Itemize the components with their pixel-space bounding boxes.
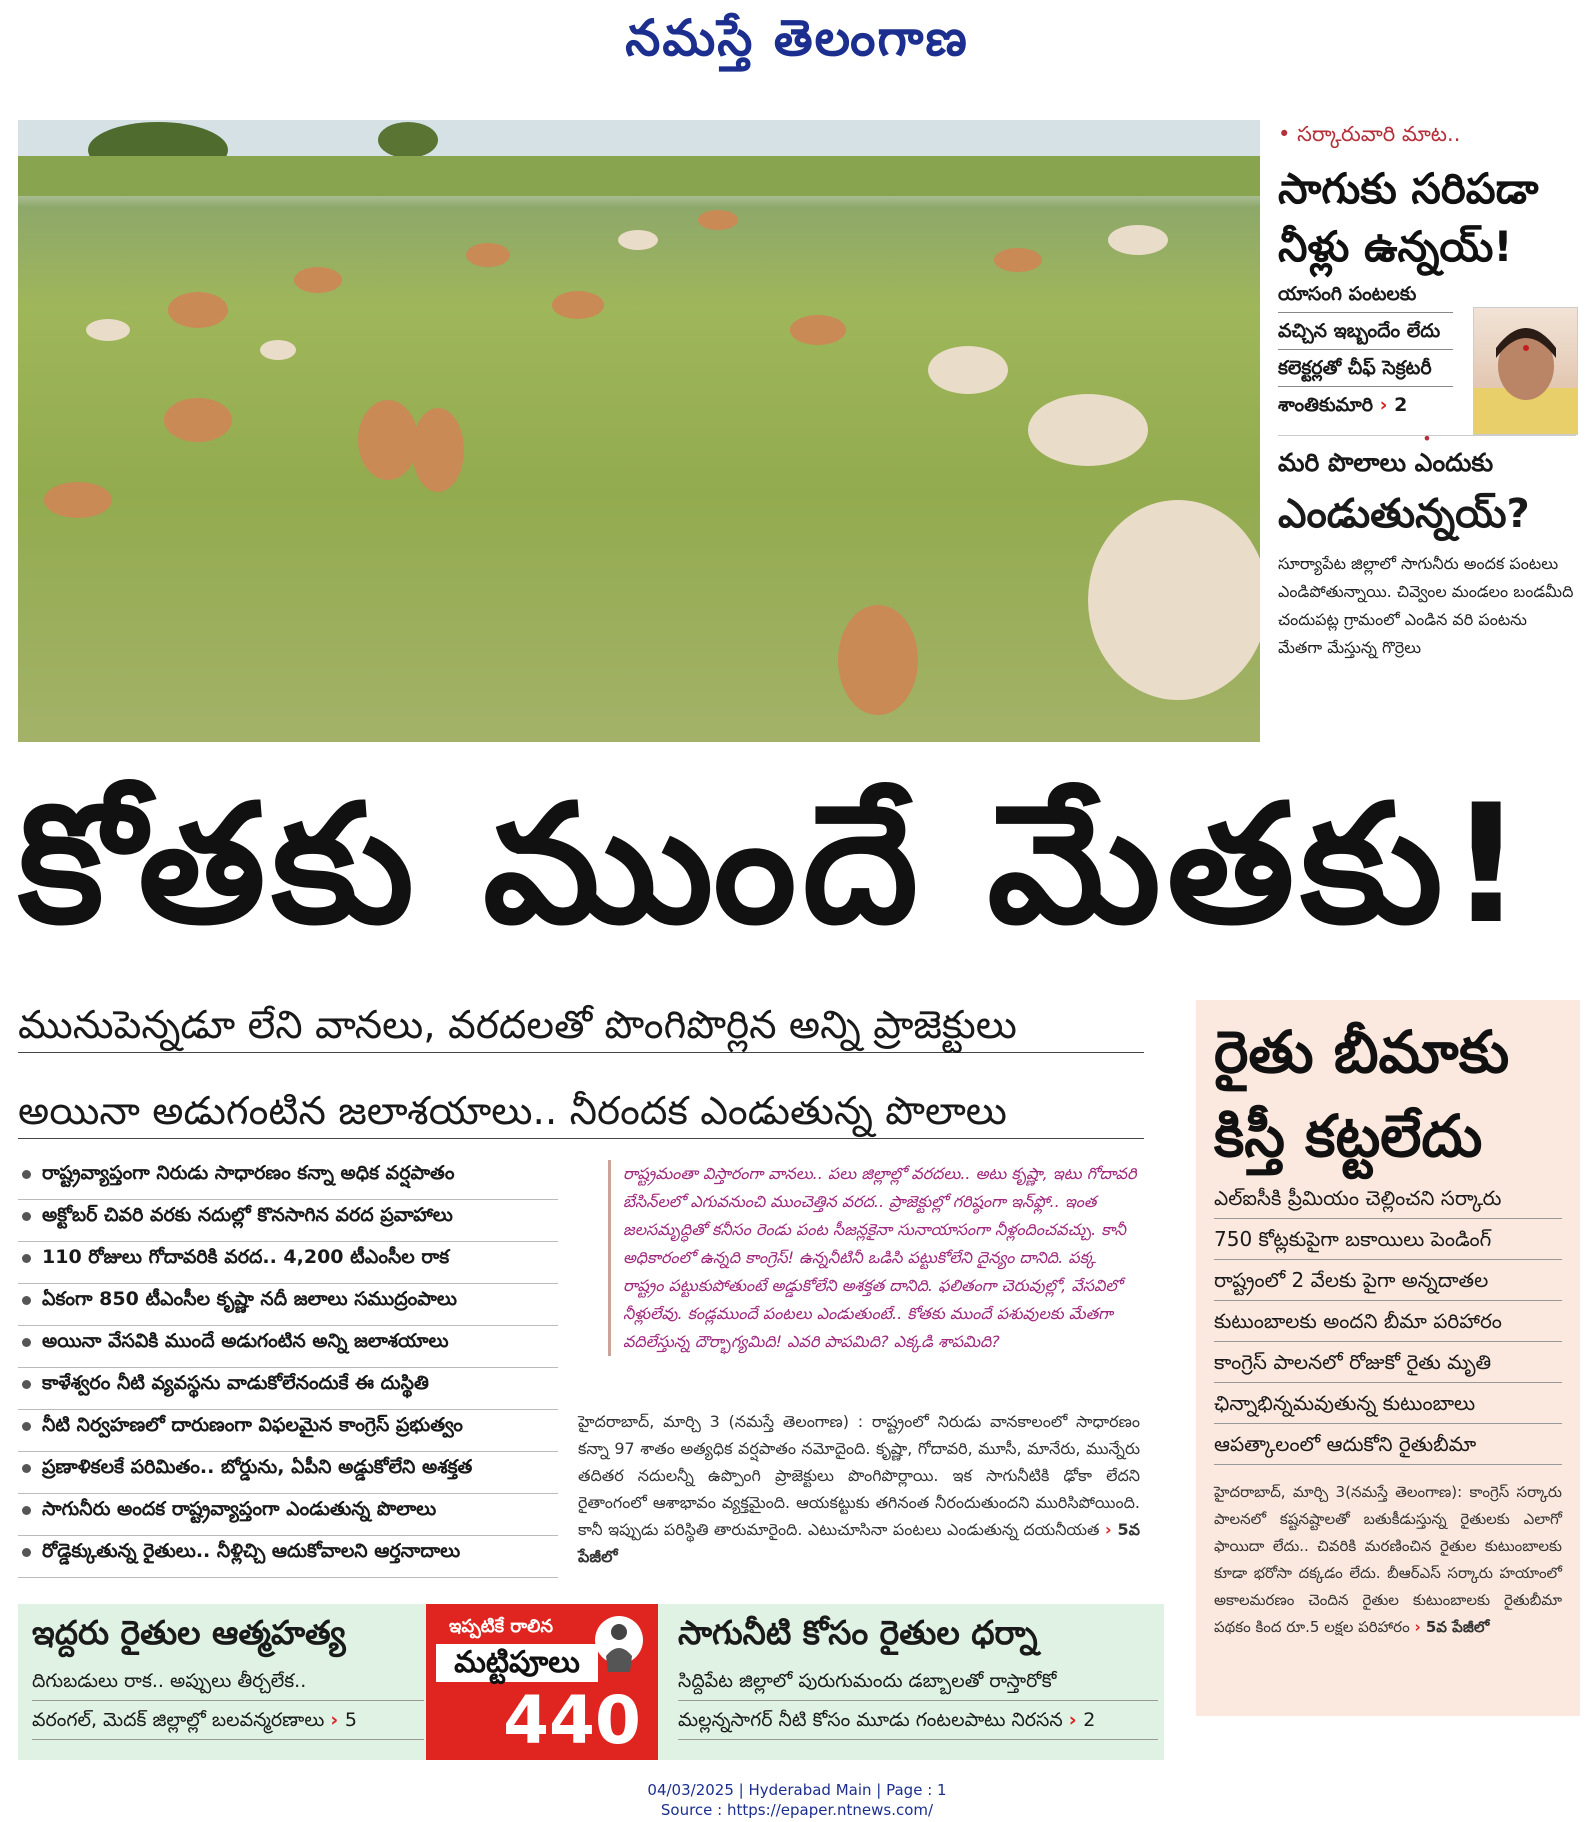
subhead-1: మునుపెన్నడూ లేని వానలు, వరదలతో పొంగిపొర్లిన అన్ని ప్రాజెక్టులు <box>18 1000 1144 1053</box>
rail-line: రాష్ట్రంలో 2 వేలకు పైగా అన్నదాతల <box>1214 1260 1562 1301</box>
side-page-ref: 2 <box>1394 394 1408 416</box>
bottom-right-line-2-text: మల్లన్నసాగర్ నీటి కోసం మూడు గంటలపాటు నిరసన <box>678 1709 1063 1731</box>
side-subhead-1: యాసంగి పంటలకు <box>1278 276 1453 313</box>
portrait-photo <box>1473 307 1578 435</box>
bottom-right-ref: 2 <box>1083 1709 1096 1731</box>
side-subhead-3: కలెక్టర్లతో చీఫ్ సెక్రటరీ <box>1278 350 1453 387</box>
rail-body <box>1214 1479 1562 1641</box>
side-question-2: ఎండుతున్నయ్? <box>1278 491 1530 537</box>
main-headline: కోతకు ముందే మేతకు! <box>18 769 1530 960</box>
side-subhead-2: వచ్చిన ఇబ్బందేం లేదు <box>1278 313 1453 350</box>
list-item: నీటి నిర్వహణలో దారుణంగా విఫలమైన కాంగ్రెస్ ప్రభుత్వం <box>18 1410 558 1452</box>
list-item: ఏకంగా 850 టీఎంసీల కృష్ణా నదీ జలాలు సముద్రంపాలు <box>18 1284 558 1326</box>
rail-headline-2: కిస్తీ కట్టలేదు <box>1214 1102 1483 1170</box>
bottom-left-line-1: దిగుబడులు రాక.. అప్పులు తీర్చలేక.. <box>32 1662 424 1701</box>
continued-ref[interactable]: 5వ పేజీలో <box>578 1520 1140 1566</box>
page-footer <box>0 1780 1594 1820</box>
goats-grazing-illustration <box>18 120 1260 742</box>
article-body-text: హైదరాబాద్, మార్చి 3 (నమస్తే తెలంగాణ) : రాష్ట్రంలో నిరుడు వానకాలంలో సాధారణం కన్నా 97 శాతం అత్యధిక వర్షపాతం నమోదైంది. కృష్ణా, గోదావరి, మూసీ, మానేరు, మున్నేరు తదితర నదులన్నీ ఉప్పొంగి ప్రాజెక్టులు పొంగిపొర్లాయి. ఇక సాగునీటికి ఢోకా లేదని రైతాంగంలో ఆశాభావం వ్యక్తమైంది. ఆయకట్టుకు తగినంత నీరందుతుందని మురిసిపోయింది. కానీ ఇప్పుడు పరిస్థితి తారుమారైంది. ఎటుచూసినా పంటలు ఎండుతున్న దయనీయత <box>578 1412 1140 1539</box>
side-kicker-text: సర్కారువారి మాట.. <box>1297 122 1461 146</box>
rail-body-text: హైదరాబాద్, మార్చి 3(నమస్తే తెలంగాణ): కాంగ్రెస్ సర్కారు పాలనలో కష్టనష్టాలతో బతుకీడుస్తున్న రైతులకు ఎలాగో ఫాయిదా లేదు.. చివరికి మరణించిన రైతుల కుటుంబాలకు కూడా భరోసా దక్కడం లేదు. బీఆర్‌ఎస్ సర్కారు హయాంలో అకాలమరణం చెందిన రైతుల కుటుంబాలకు రైతుబీమా పథకం కింద రూ.5 లక్షల పరిహారం <box>1214 1483 1562 1636</box>
photo-caption: సూర్యాపేట జిల్లాలో సాగునీరు అందక పంటలు ఎండిపోతున్నాయి. చివ్వెంల మండలం బండమీది చందుపట్ల గ్రామంలో ఎండిన వరి పంటను మేతగా మేస్తున్న గొర్రెలు <box>1278 554 1574 657</box>
side-story <box>1278 122 1576 662</box>
article-body <box>578 1408 1140 1570</box>
insurance-story <box>1196 1000 1580 1716</box>
highlights-list <box>18 1158 558 1578</box>
side-subhead-4 <box>1278 387 1453 423</box>
rail-line: ఆపత్కాలంలో ఆదుకోని రైతుబీమా <box>1214 1424 1562 1465</box>
footer-source-link[interactable]: Source : https://epaper.ntnews.com/ <box>660 1801 934 1819</box>
rail-headline-1: రైతు బీమాకు <box>1214 1018 1510 1086</box>
bottom-band <box>18 1604 1164 1760</box>
bullet-dot-icon: • <box>1278 122 1291 146</box>
bottom-right-line-2 <box>678 1701 1158 1740</box>
continued-ref[interactable]: 5వ పేజీలో <box>1425 1618 1490 1636</box>
divider: • <box>1278 435 1576 442</box>
counter-value: 440 <box>503 1682 641 1759</box>
bottom-left-title: ఇద్దరు రైతుల ఆత్మహత్య <box>32 1613 346 1652</box>
page-ref-arrow-icon: › <box>1068 1709 1084 1731</box>
rail-line: 750 కోట్లకుపైగా బకాయిలు పెండింగ్ <box>1214 1219 1562 1260</box>
farmer-figure-icon <box>586 1610 652 1690</box>
list-item: ప్రణాళికలకే పరిమితం.. బోర్డును, ఏపీని అడ్డుకోలేని అశక్తత <box>18 1452 558 1494</box>
page-ref-arrow-icon: › <box>1104 1520 1118 1539</box>
rail-line: ఛిన్నాభిన్నమవుతున్న కుటుంబాలు <box>1214 1383 1562 1424</box>
side-question-1: మరి పొలాలు ఎందుకు <box>1278 448 1494 477</box>
page-ref-arrow-icon: › <box>1414 1618 1426 1636</box>
death-counter <box>426 1604 658 1760</box>
list-item: రాష్ట్రవ్యాప్తంగా నిరుడు సాధారణం కన్నా అధిక వర్షపాతం <box>18 1158 558 1200</box>
list-item: అక్టోబర్ చివరి వరకు నదుల్లో కొనసాగిన వరద ప్రవాహాలు <box>18 1200 558 1242</box>
newspaper-title: నమస్తే తెలంగాణ <box>625 8 969 67</box>
lede-paragraph: రాష్ట్రమంతా విస్తారంగా వానలు.. పలు జిల్లాల్లో వరదలు.. అటు కృష్ణా, ఇటు గోదావరి బేసిన్‌లలో ఎగువనుంచి ముంచెత్తిన వరద.. ప్రాజెక్టుల్లో గరిష్ఠంగా ఇన్‌ఫ్లో.. ఇంత జలసమృద్ధితో కనీసం రెండు పంట సీజన్లకైనా సునాయాసంగా నీళ్లందించవచ్చు. కానీ అధికారంలో ఉన్నది కాంగ్రెస్! ఉన్ననీటినీ ఒడిసి పట్టుకోలేని దైన్యం దానిది. పక్క రాష్ట్రం పట్టుకుపోతుంటే అడ్డుకోలేని అశక్తత దానిది. ఫలితంగా చెరువుల్లో, వేసవిలో నీళ్లులేవు. కండ్లముందే పంటలు ఎండుతుంటే.. కోతకు ముందే పశువులకు మేతగా వదిలేస్తున్న దౌర్భాగ్యమిది! ఎవరి పాపమిది? ఎక్కడి శాపమిది? <box>608 1160 1138 1356</box>
bottom-left-ref: 5 <box>344 1709 357 1731</box>
bottom-left-line-2-text: వరంగల్, మెదక్ జిల్లాల్లో బలవన్మరణాలు <box>32 1709 325 1731</box>
rail-line: ఎల్ఐసీకి ప్రీమియం చెల్లించని సర్కారు <box>1214 1178 1562 1219</box>
list-item: రోడ్డెక్కుతున్న రైతులు.. నీళ్లిచ్చి ఆదుకోవాలని ఆర్తనాదాలు <box>18 1536 558 1578</box>
lead-photo <box>18 120 1260 742</box>
side-subhead-4-text: శాంతికుమారి <box>1278 394 1374 416</box>
bottom-right-title: సాగునీటి కోసం రైతుల ధర్నా <box>678 1613 1038 1652</box>
subhead-2: అయినా అడుగంటిన జలాశయాలు.. నీరందక ఎండుతున్న పొలాలు <box>18 1086 1144 1139</box>
side-kicker <box>1278 122 1576 152</box>
list-item: కాళేశ్వరం నీటి వ్యవస్థను వాడుకోలేనందుకే ఈ దుస్థితి <box>18 1368 558 1410</box>
side-headline-1: సాగుకు సరిపడా <box>1278 164 1539 213</box>
rail-line: కాంగ్రెస్ పాలనలో రోజుకో రైతు మృతి <box>1214 1342 1562 1383</box>
masthead <box>0 8 1594 80</box>
bottom-right-line-1: సిద్దిపేట జిల్లాలో పురుగుమందు డబ్బాలతో రాస్తారోకో <box>678 1662 1158 1701</box>
list-item: అయినా వేసవికి ముందే అడుగంటిన అన్ని జలాశయాలు <box>18 1326 558 1368</box>
counter-label-2: మట్టిపూలు <box>436 1644 598 1682</box>
suicide-story <box>32 1604 424 1740</box>
bottom-left-line-2 <box>32 1701 424 1740</box>
list-item: సాగునీరు అందక రాష్ట్రవ్యాప్తంగా ఎండుతున్న పొలాలు <box>18 1494 558 1536</box>
page-ref-arrow-icon: › <box>1379 394 1395 416</box>
list-item: 110 రోజులు గోదావరికి వరద.. 4,200 టీఎంసీల రాక <box>18 1242 558 1284</box>
counter-label-1: ఇప్పటికే రాలిన <box>449 1616 553 1637</box>
page-ref-arrow-icon: › <box>330 1709 345 1731</box>
protest-story <box>678 1604 1158 1740</box>
person-icon <box>1474 308 1578 435</box>
footer-edition: 04/03/2025 | Hyderabad Main | Page : 1 <box>647 1781 947 1799</box>
rail-line: కుటుంబాలకు అందని బీమా పరిహారం <box>1214 1301 1562 1342</box>
side-headline-2: నీళ్లు ఉన్నయ్! <box>1278 222 1513 271</box>
